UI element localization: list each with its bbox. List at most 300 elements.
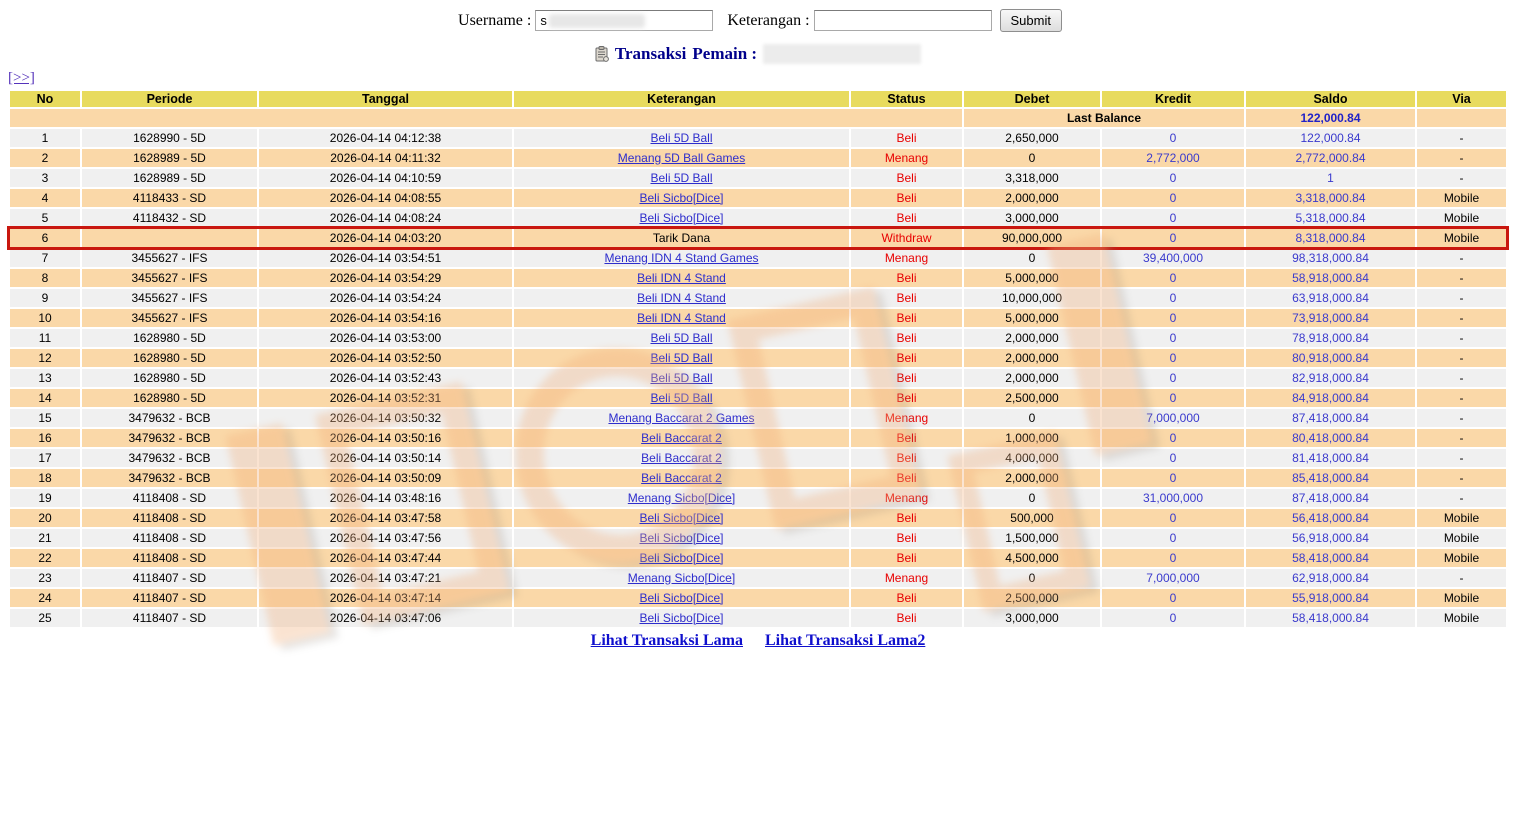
table-row xyxy=(10,589,1506,607)
col-header-debet: Debet xyxy=(964,91,1100,107)
cell-saldo: 8,318,000.84 xyxy=(1246,229,1415,247)
cell-via: Mobile xyxy=(1417,209,1506,227)
cell-tanggal: 2026-04-14 03:52:50 xyxy=(259,349,512,367)
cell-no: 23 xyxy=(10,569,80,587)
cell-kredit: 0 xyxy=(1102,449,1244,467)
col-header-periode: Periode xyxy=(82,91,257,107)
cell-periode: 3479632 - BCB xyxy=(82,409,257,427)
table-row xyxy=(10,449,1506,467)
cell-status: Menang xyxy=(851,569,962,587)
table-row xyxy=(10,229,1506,247)
cell-via: Mobile xyxy=(1417,189,1506,207)
cell-tanggal: 2026-04-14 03:50:14 xyxy=(259,449,512,467)
cell-periode: 3455627 - IFS xyxy=(82,249,257,267)
footer-links xyxy=(0,632,1516,650)
transactions-table-wrap xyxy=(8,89,1508,629)
cell-kredit: 2,772,000 xyxy=(1102,149,1244,167)
keterangan-link[interactable]: Beli IDN 4 Stand xyxy=(637,270,726,285)
cell-periode: 1628990 - 5D xyxy=(82,129,257,147)
cell-kredit: 0 xyxy=(1102,529,1244,547)
cell-keterangan xyxy=(514,229,849,247)
cell-keterangan xyxy=(514,549,849,567)
cell-via: - xyxy=(1417,569,1506,587)
cell-status: Beli xyxy=(851,529,962,547)
cell-status: Beli xyxy=(851,129,962,147)
keterangan-input[interactable] xyxy=(814,10,992,31)
cell-tanggal: 2026-04-14 04:12:38 xyxy=(259,129,512,147)
cell-saldo: 98,318,000.84 xyxy=(1246,249,1415,267)
keterangan-link[interactable]: Beli Baccarat 2 xyxy=(641,430,722,445)
cell-debet: 4,500,000 xyxy=(964,549,1100,567)
cell-no: 6 xyxy=(10,229,80,247)
cell-keterangan xyxy=(514,269,849,287)
cell-saldo: 73,918,000.84 xyxy=(1246,309,1415,327)
cell-status: Menang xyxy=(851,249,962,267)
cell-no: 15 xyxy=(10,409,80,427)
cell-keterangan xyxy=(514,409,849,427)
keterangan-link[interactable]: Menang IDN 4 Stand Games xyxy=(604,250,759,265)
cell-periode: 4118408 - SD xyxy=(82,509,257,527)
cell-status: Withdraw xyxy=(851,229,962,247)
cell-tanggal: 2026-04-14 03:47:56 xyxy=(259,529,512,547)
cell-saldo: 80,918,000.84 xyxy=(1246,349,1415,367)
cell-keterangan xyxy=(514,489,849,507)
table-row xyxy=(10,529,1506,547)
keterangan-link[interactable]: Beli IDN 4 Stand xyxy=(637,310,726,325)
cell-kredit: 0 xyxy=(1102,349,1244,367)
cell-keterangan xyxy=(514,329,849,347)
cell-periode xyxy=(82,229,257,247)
cell-tanggal: 2026-04-14 04:08:24 xyxy=(259,209,512,227)
cell-tanggal: 2026-04-14 03:54:24 xyxy=(259,289,512,307)
keterangan-link[interactable]: Beli Sicbo[Dice] xyxy=(639,610,724,625)
cell-keterangan xyxy=(514,449,849,467)
col-header-via: Via xyxy=(1417,91,1506,107)
pagination xyxy=(8,70,1516,87)
cell-tanggal: 2026-04-14 03:52:31 xyxy=(259,389,512,407)
cell-kredit: 0 xyxy=(1102,309,1244,327)
last-balance-label: Last Balance xyxy=(964,109,1244,127)
old-transactions-link[interactable]: Lihat Transaksi Lama xyxy=(590,632,743,649)
cell-periode: 4118408 - SD xyxy=(82,529,257,547)
cell-debet: 0 xyxy=(964,489,1100,507)
cell-debet: 2,650,000 xyxy=(964,129,1100,147)
cell-debet: 10,000,000 xyxy=(964,289,1100,307)
keterangan-link[interactable]: Beli 5D Ball xyxy=(650,350,713,365)
clipboard-icon xyxy=(595,46,609,62)
cell-kredit: 0 xyxy=(1102,189,1244,207)
keterangan-link[interactable]: Beli 5D Ball xyxy=(650,170,713,185)
cell-saldo: 58,418,000.84 xyxy=(1246,549,1415,567)
cell-kredit: 0 xyxy=(1102,329,1244,347)
cell-tanggal: 2026-04-14 03:47:06 xyxy=(259,609,512,627)
cell-periode: 1628989 - 5D xyxy=(82,149,257,167)
cell-kredit: 0 xyxy=(1102,429,1244,447)
cell-periode: 4118407 - SD xyxy=(82,569,257,587)
page-title-line xyxy=(0,44,1516,64)
username-label: Username : xyxy=(458,11,532,29)
cell-no: 21 xyxy=(10,529,80,547)
table-row xyxy=(10,129,1506,147)
player-name-redacted xyxy=(763,44,921,64)
cell-status: Menang xyxy=(851,409,962,427)
cell-kredit: 0 xyxy=(1102,389,1244,407)
keterangan-link[interactable]: Beli IDN 4 Stand xyxy=(637,290,726,305)
cell-debet: 3,000,000 xyxy=(964,609,1100,627)
col-header-tanggal: Tanggal xyxy=(259,91,512,107)
cell-kredit: 0 xyxy=(1102,289,1244,307)
cell-no: 17 xyxy=(10,449,80,467)
cell-via: Mobile xyxy=(1417,229,1506,247)
cell-status: Beli xyxy=(851,169,962,187)
cell-tanggal: 2026-04-14 03:47:58 xyxy=(259,509,512,527)
cell-via: - xyxy=(1417,469,1506,487)
cell-saldo: 80,418,000.84 xyxy=(1246,429,1415,447)
cell-periode: 4118433 - SD xyxy=(82,189,257,207)
cell-status: Beli xyxy=(851,609,962,627)
cell-kredit: 0 xyxy=(1102,229,1244,247)
keterangan-link[interactable]: Beli 5D Ball xyxy=(650,130,713,145)
table-row xyxy=(10,469,1506,487)
table-row xyxy=(10,489,1506,507)
cell-debet: 500,000 xyxy=(964,509,1100,527)
cell-keterangan xyxy=(514,369,849,387)
cell-status: Beli xyxy=(851,289,962,307)
cell-no: 1 xyxy=(10,129,80,147)
cell-no: 16 xyxy=(10,429,80,447)
keterangan-link[interactable]: Beli Sicbo[Dice] xyxy=(639,510,724,525)
cell-saldo: 58,418,000.84 xyxy=(1246,609,1415,627)
keterangan-link[interactable]: Beli Sicbo[Dice] xyxy=(639,590,724,605)
cell-kredit: 0 xyxy=(1102,169,1244,187)
cell-kredit: 31,000,000 xyxy=(1102,489,1244,507)
table-row xyxy=(10,509,1506,527)
cell-via: - xyxy=(1417,369,1506,387)
cell-via: - xyxy=(1417,429,1506,447)
cell-debet: 0 xyxy=(964,249,1100,267)
cell-saldo: 58,918,000.84 xyxy=(1246,269,1415,287)
cell-tanggal: 2026-04-14 04:11:32 xyxy=(259,149,512,167)
keterangan-link[interactable]: Beli Sicbo[Dice] xyxy=(639,530,724,545)
table-row xyxy=(10,329,1506,347)
cell-via: - xyxy=(1417,309,1506,327)
cell-debet: 2,000,000 xyxy=(964,369,1100,387)
table-row xyxy=(10,289,1506,307)
cell-status: Beli xyxy=(851,189,962,207)
cell-debet: 2,000,000 xyxy=(964,329,1100,347)
table-row xyxy=(10,209,1506,227)
username-input[interactable] xyxy=(535,10,713,31)
cell-saldo: 55,918,000.84 xyxy=(1246,589,1415,607)
cell-periode: 3479632 - BCB xyxy=(82,449,257,467)
cell-tanggal: 2026-04-14 04:03:20 xyxy=(259,229,512,247)
cell-periode: 4118408 - SD xyxy=(82,489,257,507)
cell-status: Beli xyxy=(851,329,962,347)
cell-saldo: 5,318,000.84 xyxy=(1246,209,1415,227)
table-row xyxy=(10,369,1506,387)
cell-tanggal: 2026-04-14 03:47:14 xyxy=(259,589,512,607)
table-row xyxy=(10,309,1506,327)
cell-saldo: 63,918,000.84 xyxy=(1246,289,1415,307)
cell-debet: 4,000,000 xyxy=(964,449,1100,467)
cell-periode: 3455627 - IFS xyxy=(82,269,257,287)
old-transactions2-link[interactable]: Lihat Transaksi Lama2 xyxy=(765,632,926,649)
cell-keterangan xyxy=(514,469,849,487)
cell-via: - xyxy=(1417,149,1506,167)
cell-saldo: 1 xyxy=(1246,169,1415,187)
cell-keterangan xyxy=(514,309,849,327)
cell-kredit: 0 xyxy=(1102,589,1244,607)
cell-saldo: 2,772,000.84 xyxy=(1246,149,1415,167)
cell-no: 14 xyxy=(10,389,80,407)
cell-saldo: 78,918,000.84 xyxy=(1246,329,1415,347)
cell-no: 24 xyxy=(10,589,80,607)
cell-debet: 0 xyxy=(964,569,1100,587)
cell-keterangan xyxy=(514,249,849,267)
cell-via: Mobile xyxy=(1417,529,1506,547)
cell-saldo: 84,918,000.84 xyxy=(1246,389,1415,407)
table-row xyxy=(10,409,1506,427)
cell-debet: 5,000,000 xyxy=(964,309,1100,327)
cell-no: 2 xyxy=(10,149,80,167)
cell-keterangan xyxy=(514,389,849,407)
cell-via: - xyxy=(1417,249,1506,267)
cell-periode: 3479632 - BCB xyxy=(82,429,257,447)
cell-kredit: 0 xyxy=(1102,369,1244,387)
cell-periode: 1628980 - 5D xyxy=(82,369,257,387)
cell-status: Beli xyxy=(851,209,962,227)
cell-tanggal: 2026-04-14 03:50:09 xyxy=(259,469,512,487)
cell-via: Mobile xyxy=(1417,549,1506,567)
table-row xyxy=(10,189,1506,207)
table-row xyxy=(10,569,1506,587)
keterangan-link[interactable]: Menang Sicbo[Dice] xyxy=(627,490,736,505)
cell-via: - xyxy=(1417,409,1506,427)
cell-kredit: 0 xyxy=(1102,129,1244,147)
cell-saldo: 82,918,000.84 xyxy=(1246,369,1415,387)
cell-kredit: 0 xyxy=(1102,209,1244,227)
cell-tanggal: 2026-04-14 03:54:29 xyxy=(259,269,512,287)
keterangan-link[interactable]: Beli Baccarat 2 xyxy=(641,470,722,485)
cell-no: 22 xyxy=(10,549,80,567)
cell-saldo: 122,000.84 xyxy=(1246,129,1415,147)
last-balance-value: 122,000.84 xyxy=(1246,109,1415,127)
cell-keterangan xyxy=(514,189,849,207)
cell-tanggal: 2026-04-14 03:50:32 xyxy=(259,409,512,427)
cell-status: Beli xyxy=(851,269,962,287)
cell-tanggal: 2026-04-14 03:54:16 xyxy=(259,309,512,327)
cell-via: - xyxy=(1417,449,1506,467)
cell-periode: 3455627 - IFS xyxy=(82,309,257,327)
keterangan-link[interactable]: Menang Sicbo[Dice] xyxy=(627,570,736,585)
cell-via: - xyxy=(1417,329,1506,347)
cell-saldo: 56,418,000.84 xyxy=(1246,509,1415,527)
cell-periode: 1628980 - 5D xyxy=(82,389,257,407)
table-header-row xyxy=(10,91,1506,107)
cell-saldo: 87,418,000.84 xyxy=(1246,489,1415,507)
cell-no: 19 xyxy=(10,489,80,507)
keterangan-link[interactable]: Menang Baccarat 2 Games xyxy=(608,410,755,425)
cell-status: Beli xyxy=(851,509,962,527)
cell-saldo: 85,418,000.84 xyxy=(1246,469,1415,487)
cell-debet: 3,000,000 xyxy=(964,209,1100,227)
cell-tanggal: 2026-04-14 03:53:00 xyxy=(259,329,512,347)
table-row xyxy=(10,549,1506,567)
cell-tanggal: 2026-04-14 04:08:55 xyxy=(259,189,512,207)
col-header-no: No xyxy=(10,91,80,107)
table-row xyxy=(10,429,1506,447)
cell-status: Beli xyxy=(851,469,962,487)
cell-debet: 90,000,000 xyxy=(964,229,1100,247)
cell-no: 13 xyxy=(10,369,80,387)
page-title: Transaksi xyxy=(614,44,687,63)
cell-via: Mobile xyxy=(1417,609,1506,627)
cell-kredit: 39,400,000 xyxy=(1102,249,1244,267)
cell-periode: 3455627 - IFS xyxy=(82,289,257,307)
cell-debet: 2,000,000 xyxy=(964,189,1100,207)
cell-tanggal: 2026-04-14 03:54:51 xyxy=(259,249,512,267)
table-row xyxy=(10,269,1506,287)
keterangan-link[interactable]: Beli Baccarat 2 xyxy=(641,450,722,465)
col-header-saldo: Saldo xyxy=(1246,91,1415,107)
cell-periode: 1628980 - 5D xyxy=(82,349,257,367)
cell-keterangan xyxy=(514,209,849,227)
cell-keterangan xyxy=(514,169,849,187)
submit-button[interactable]: Submit xyxy=(1000,9,1062,32)
table-row xyxy=(10,169,1506,187)
cell-keterangan xyxy=(514,589,849,607)
cell-status: Beli xyxy=(851,349,962,367)
cell-status: Beli xyxy=(851,369,962,387)
cell-no: 25 xyxy=(10,609,80,627)
cell-periode: 4118432 - SD xyxy=(82,209,257,227)
cell-kredit: 0 xyxy=(1102,509,1244,527)
cell-keterangan xyxy=(514,129,849,147)
cell-periode: 1628980 - 5D xyxy=(82,329,257,347)
keterangan-link[interactable]: Menang 5D Ball Games xyxy=(617,150,746,165)
cell-no: 20 xyxy=(10,509,80,527)
cell-kredit: 7,000,000 xyxy=(1102,569,1244,587)
cell-keterangan xyxy=(514,509,849,527)
cell-tanggal: 2026-04-14 03:50:16 xyxy=(259,429,512,447)
cell-kredit: 7,000,000 xyxy=(1102,409,1244,427)
keterangan-label: Keterangan : xyxy=(727,11,810,29)
cell-status: Beli xyxy=(851,549,962,567)
keterangan-link[interactable]: Beli Sicbo[Dice] xyxy=(639,190,724,205)
cell-via: - xyxy=(1417,489,1506,507)
keterangan-link: Tarik Dana xyxy=(652,230,711,245)
table-row xyxy=(10,149,1506,167)
table-row xyxy=(10,249,1506,267)
cell-via: - xyxy=(1417,269,1506,287)
cell-no: 18 xyxy=(10,469,80,487)
cell-kredit: 0 xyxy=(1102,269,1244,287)
keterangan-link[interactable]: Beli 5D Ball xyxy=(650,390,713,405)
cell-no: 9 xyxy=(10,289,80,307)
transactions-tbody xyxy=(10,109,1506,627)
table-row xyxy=(10,609,1506,627)
cell-via: Mobile xyxy=(1417,589,1506,607)
cell-status: Beli xyxy=(851,449,962,467)
cell-status: Beli xyxy=(851,389,962,407)
cell-no: 4 xyxy=(10,189,80,207)
cell-tanggal: 2026-04-14 03:47:21 xyxy=(259,569,512,587)
cell-tanggal: 2026-04-14 04:10:59 xyxy=(259,169,512,187)
cell-periode: 4118407 - SD xyxy=(82,609,257,627)
cell-via: - xyxy=(1417,169,1506,187)
cell-debet: 2,000,000 xyxy=(964,349,1100,367)
cell-keterangan xyxy=(514,289,849,307)
cell-tanggal: 2026-04-14 03:47:44 xyxy=(259,549,512,567)
cell-via: - xyxy=(1417,389,1506,407)
cell-via: Mobile xyxy=(1417,509,1506,527)
cell-debet: 1,500,000 xyxy=(964,529,1100,547)
player-label: Pemain : xyxy=(692,44,758,63)
cell-debet: 0 xyxy=(964,409,1100,427)
cell-status: Beli xyxy=(851,589,962,607)
cell-debet: 5,000,000 xyxy=(964,269,1100,287)
cell-keterangan xyxy=(514,529,849,547)
cell-status: Beli xyxy=(851,429,962,447)
cell-tanggal: 2026-04-14 03:48:16 xyxy=(259,489,512,507)
keterangan-link[interactable]: Beli 5D Ball xyxy=(650,370,713,385)
keterangan-link[interactable]: Beli Sicbo[Dice] xyxy=(639,210,724,225)
cell-keterangan xyxy=(514,429,849,447)
cell-kredit: 0 xyxy=(1102,549,1244,567)
table-row xyxy=(10,349,1506,367)
cell-saldo: 87,418,000.84 xyxy=(1246,409,1415,427)
cell-via: - xyxy=(1417,129,1506,147)
cell-debet: 0 xyxy=(964,149,1100,167)
cell-keterangan xyxy=(514,349,849,367)
cell-debet: 2,500,000 xyxy=(964,589,1100,607)
cell-periode: 4118407 - SD xyxy=(82,589,257,607)
cell-no: 5 xyxy=(10,209,80,227)
filter-form xyxy=(0,0,1516,32)
cell-no: 8 xyxy=(10,269,80,287)
col-header-keterangan: Keterangan xyxy=(514,91,849,107)
cell-debet: 3,318,000 xyxy=(964,169,1100,187)
col-header-status: Status xyxy=(851,91,962,107)
cell-kredit: 0 xyxy=(1102,609,1244,627)
keterangan-link[interactable]: Beli Sicbo[Dice] xyxy=(639,550,724,565)
cell-no: 11 xyxy=(10,329,80,347)
cell-tanggal: 2026-04-14 03:52:43 xyxy=(259,369,512,387)
cell-no: 12 xyxy=(10,349,80,367)
cell-saldo: 3,318,000.84 xyxy=(1246,189,1415,207)
cell-status: Menang xyxy=(851,149,962,167)
cell-keterangan xyxy=(514,609,849,627)
cell-saldo: 81,418,000.84 xyxy=(1246,449,1415,467)
cell-keterangan xyxy=(514,149,849,167)
cell-keterangan xyxy=(514,569,849,587)
cell-debet: 1,000,000 xyxy=(964,429,1100,447)
cell-debet: 2,500,000 xyxy=(964,389,1100,407)
cell-periode: 3479632 - BCB xyxy=(82,469,257,487)
cell-periode: 1628989 - 5D xyxy=(82,169,257,187)
cell-no: 7 xyxy=(10,249,80,267)
transactions-table xyxy=(8,89,1508,629)
cell-no: 10 xyxy=(10,309,80,327)
next-page-link[interactable]: [>>] xyxy=(8,70,35,86)
cell-via: - xyxy=(1417,349,1506,367)
cell-via: - xyxy=(1417,289,1506,307)
keterangan-link[interactable]: Beli 5D Ball xyxy=(650,330,713,345)
cell-debet: 2,000,000 xyxy=(964,469,1100,487)
cell-periode: 4118408 - SD xyxy=(82,549,257,567)
cell-kredit: 0 xyxy=(1102,469,1244,487)
cell-no: 3 xyxy=(10,169,80,187)
